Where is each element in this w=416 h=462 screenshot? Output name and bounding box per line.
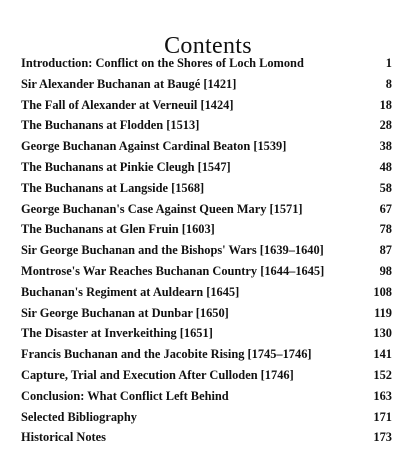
toc-entry-title: Capture, Trial and Execution After Culloden [1746]	[21, 367, 294, 382]
table-of-contents	[21, 55, 392, 450]
toc-entry-title: The Buchanans at Langside [1568]	[21, 180, 205, 195]
toc-entry-page-number: 163	[373, 388, 392, 403]
toc-entry	[21, 367, 392, 388]
page-title: Contents	[164, 33, 252, 60]
toc-entry	[21, 346, 392, 367]
toc-entry-page-number: 18	[379, 97, 392, 112]
toc-entry-title: George Buchanan Against Cardinal Beaton [1539]	[21, 139, 287, 154]
toc-entry	[21, 429, 392, 450]
toc-entry	[21, 284, 392, 305]
toc-entry-title: Conclusion: What Conflict Left Behind	[21, 388, 229, 403]
toc-entry	[21, 242, 392, 263]
toc-entry-page-number: 28	[379, 118, 392, 133]
toc-entry-page-number: 130	[373, 326, 392, 341]
toc-entry-title: The Buchanans at Pinkie Cleugh [1547]	[21, 159, 231, 174]
toc-entry-title: The Buchanans at Flodden [1513]	[21, 118, 200, 133]
toc-entry	[21, 138, 392, 159]
toc-entry-title: Sir George Buchanan and the Bishops' Wars [1639–1640]	[21, 243, 324, 258]
toc-entry-page-number: 8	[385, 76, 392, 91]
toc-entry	[21, 388, 392, 409]
toc-entry	[21, 97, 392, 118]
toc-entry-title: The Disaster at Inverkeithing [1651]	[21, 326, 213, 341]
toc-entry-page-number: 152	[373, 367, 392, 382]
toc-entry	[21, 76, 392, 97]
toc-entry	[21, 201, 392, 222]
toc-entry-title: Montrose's War Reaches Buchanan Country [1644–1645]	[21, 263, 325, 278]
toc-entry-title: The Fall of Alexander at Verneuil [1424]	[21, 97, 234, 112]
toc-entry-page-number: 108	[373, 284, 392, 299]
toc-entry-title: Historical Notes	[21, 430, 106, 445]
toc-entry-title: George Buchanan's Case Against Queen Mary [1571]	[21, 201, 303, 216]
toc-entry	[21, 159, 392, 180]
toc-entry-page-number: 58	[379, 180, 392, 195]
toc-entry-title: Sir George Buchanan at Dunbar [1650]	[21, 305, 229, 320]
toc-entry-page-number: 141	[373, 347, 392, 362]
toc-entry-title: The Buchanans at Glen Fruin [1603]	[21, 222, 215, 237]
toc-entry	[21, 180, 392, 201]
toc-entry-title: Buchanan's Regiment at Auldearn [1645]	[21, 284, 240, 299]
toc-entry-page-number: 67	[379, 201, 392, 216]
toc-entry	[21, 305, 392, 326]
toc-entry-page-number: 48	[379, 159, 392, 174]
toc-entry-page-number: 173	[373, 430, 392, 445]
toc-entry	[21, 325, 392, 346]
toc-entry-page-number: 1	[385, 56, 392, 70]
toc-entry-page-number: 171	[373, 409, 392, 424]
toc-entry	[21, 55, 392, 76]
toc-entry-page-number: 38	[379, 139, 392, 154]
toc-entry	[21, 409, 392, 430]
toc-entry	[21, 221, 392, 242]
toc-entry-page-number: 87	[379, 243, 392, 258]
toc-entry-title: Selected Bibliography	[21, 409, 137, 424]
toc-entry-page-number: 78	[379, 222, 392, 237]
toc-entry-title: Introduction: Conflict on the Shores of Loch Lomond	[21, 56, 304, 70]
toc-entry-title: Francis Buchanan and the Jacobite Rising [1745–1746]	[21, 347, 312, 362]
toc-entry-page-number: 119	[374, 305, 392, 320]
toc-entry-title: Sir Alexander Buchanan at Baugé [1421]	[21, 76, 237, 91]
toc-entry-page-number: 98	[379, 263, 392, 278]
toc-entry	[21, 263, 392, 284]
toc-entry	[21, 117, 392, 138]
